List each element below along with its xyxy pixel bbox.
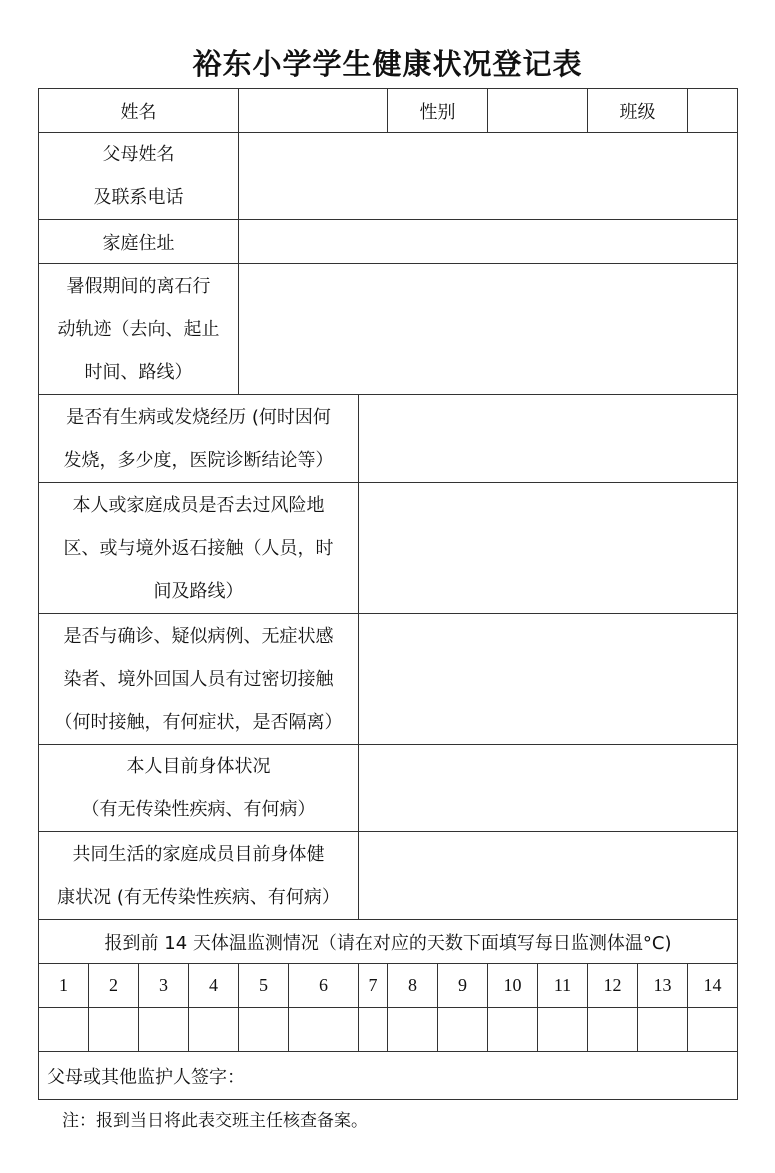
- day-number: 4: [189, 964, 239, 1008]
- risk-area-field[interactable]: [359, 483, 738, 614]
- gender-label: 性别: [388, 89, 488, 133]
- day-number-row: [39, 964, 738, 1008]
- temperature-cell[interactable]: [89, 1008, 139, 1052]
- close-contact-field[interactable]: [359, 614, 738, 745]
- family-health-row: [39, 832, 738, 920]
- day-number: 9: [438, 964, 488, 1008]
- address-label: 家庭住址: [39, 220, 239, 264]
- parents-row: [39, 133, 738, 220]
- temperature-cell[interactable]: [289, 1008, 359, 1052]
- day-number: 3: [139, 964, 189, 1008]
- health-registration-table: [38, 88, 738, 1100]
- gender-field[interactable]: [488, 89, 588, 133]
- risk-area-row: [39, 483, 738, 614]
- parents-label: 父母姓名 及联系电话: [39, 133, 239, 220]
- temperature-cell[interactable]: [239, 1008, 289, 1052]
- temperature-cell[interactable]: [39, 1008, 89, 1052]
- temperature-cell[interactable]: [538, 1008, 588, 1052]
- day-number: 6: [289, 964, 359, 1008]
- risk-area-label: 本人或家庭成员是否去过风险地 区、或与境外返石接触（人员，时 间及路线）: [39, 483, 359, 614]
- footnote: 注：报到当日将此表交班主任核查备案。: [62, 1111, 368, 1131]
- day-number: 10: [488, 964, 538, 1008]
- day-number: 14: [688, 964, 738, 1008]
- temperature-cell[interactable]: [588, 1008, 638, 1052]
- temperature-cell[interactable]: [189, 1008, 239, 1052]
- self-health-row: [39, 745, 738, 832]
- family-health-label: 共同生活的家庭成员目前身体健 康状况 (有无传染性疾病、有何病）: [39, 832, 359, 920]
- temperature-cell[interactable]: [139, 1008, 189, 1052]
- close-contact-row: [39, 614, 738, 745]
- day-number: 7: [359, 964, 388, 1008]
- signature-field[interactable]: [39, 1052, 738, 1100]
- self-health-field[interactable]: [359, 745, 738, 832]
- self-health-label: 本人目前身体状况 （有无传染性疾病、有何病）: [39, 745, 359, 832]
- temperature-cell[interactable]: [488, 1008, 538, 1052]
- address-row: [39, 220, 738, 264]
- fever-row: [39, 395, 738, 483]
- name-field[interactable]: [239, 89, 388, 133]
- day-number: 1: [39, 964, 89, 1008]
- temperature-input-row: [39, 1008, 738, 1052]
- signature-label: 父母或其他监护人签字：: [47, 1066, 245, 1088]
- fever-label: 是否有生病或发烧经历 (何时因何 发烧，多少度，医院诊断结论等）: [39, 395, 359, 483]
- family-health-field[interactable]: [359, 832, 738, 920]
- close-contact-label: 是否与确诊、疑似病例、无症状感 染者、境外回国人员有过密切接触 （何时接触，有何症状，是否隔离）: [39, 614, 359, 745]
- class-field[interactable]: [688, 89, 738, 133]
- temperature-cell[interactable]: [638, 1008, 688, 1052]
- day-number: 2: [89, 964, 139, 1008]
- day-number: 5: [239, 964, 289, 1008]
- class-label: 班级: [588, 89, 688, 133]
- temperature-heading: 报到前 14 天体温监测情况（请在对应的天数下面填写每日监测体温°C): [39, 920, 738, 964]
- day-number: 8: [388, 964, 438, 1008]
- temperature-cell[interactable]: [388, 1008, 438, 1052]
- temperature-cell[interactable]: [438, 1008, 488, 1052]
- temperature-cell[interactable]: [688, 1008, 738, 1052]
- parents-field[interactable]: [239, 133, 738, 220]
- basic-info-row: [39, 89, 738, 133]
- trajectory-field[interactable]: [239, 264, 738, 395]
- fever-field[interactable]: [359, 395, 738, 483]
- name-label: 姓名: [39, 89, 239, 133]
- temperature-cell[interactable]: [359, 1008, 388, 1052]
- day-number: 13: [638, 964, 688, 1008]
- signature-row: [39, 1052, 738, 1100]
- trajectory-label: 暑假期间的离石行 动轨迹（去向、起止 时间、路线）: [39, 264, 239, 395]
- day-number: 12: [588, 964, 638, 1008]
- day-number: 11: [538, 964, 588, 1008]
- temperature-heading-row: [39, 920, 738, 964]
- form-title: 裕东小学学生健康状况登记表: [192, 47, 583, 81]
- address-field[interactable]: [239, 220, 738, 264]
- trajectory-row: [39, 264, 738, 395]
